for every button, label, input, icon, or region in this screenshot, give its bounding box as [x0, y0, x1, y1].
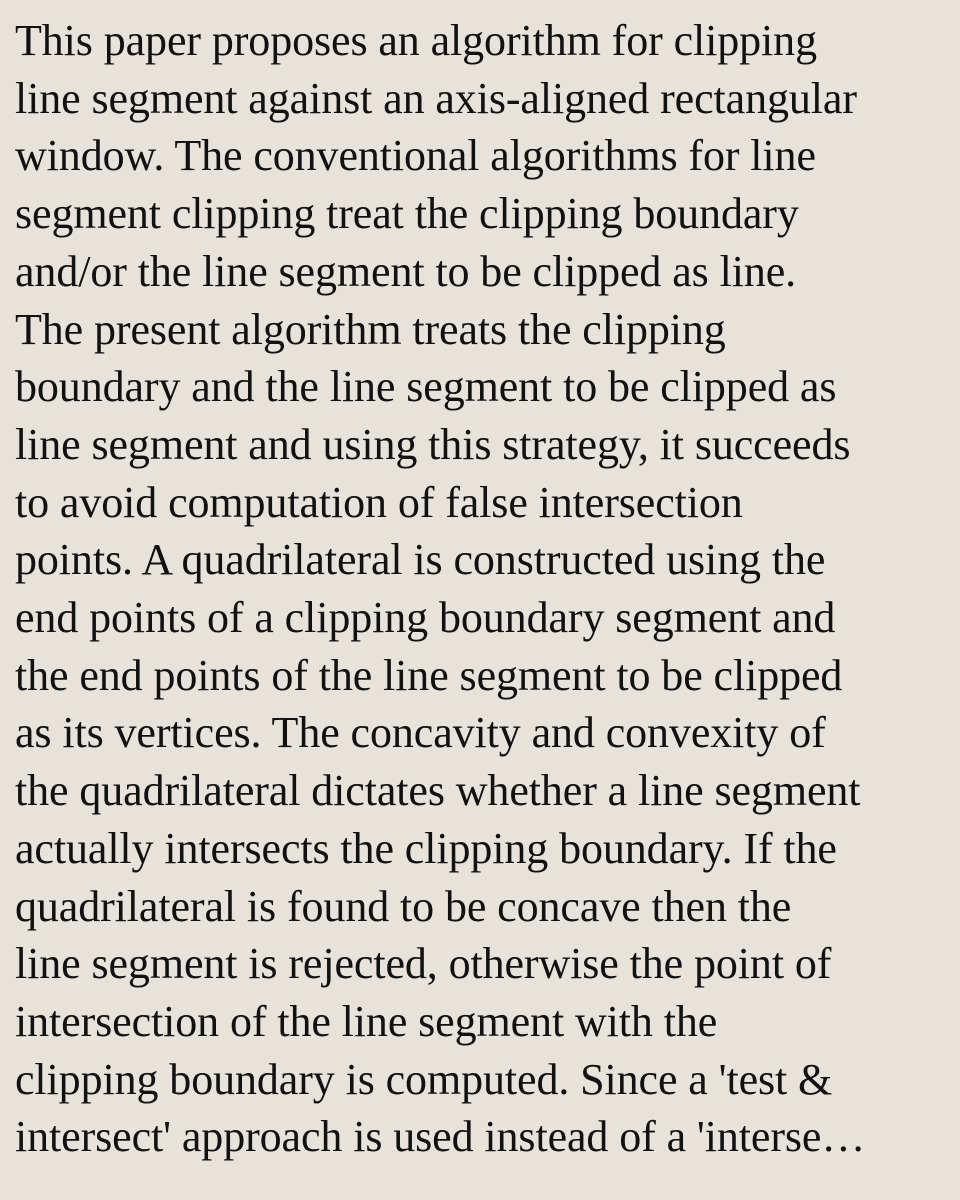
abstract-line-19: clipping boundary is computed. Since a 'test &	[15, 1054, 833, 1104]
abstract-line-10: points. A quadrilateral is constructed using the	[15, 535, 826, 585]
abstract-line-5: and/or the line segment to be clipped as line.	[15, 246, 797, 296]
abstract-line-8: line segment and using this strategy, it succeeds	[15, 419, 851, 469]
abstract-line-7: boundary and the line segment to be clipped as	[15, 362, 837, 412]
abstract-line-15: actually intersects the clipping boundary. If the	[15, 823, 837, 873]
abstract-line-3: window. The conventional algorithms for line	[15, 131, 816, 181]
abstract-line-11: end points of a clipping boundary segment and	[15, 593, 836, 643]
abstract-text	[15, 12, 955, 1166]
abstract-line-17: line segment is rejected, otherwise the point of	[15, 939, 832, 989]
abstract-line-13: as its vertices. The concavity and convexity of	[15, 708, 826, 758]
abstract-line-14: the quadrilateral dictates whether a line segment	[15, 766, 861, 816]
abstract-line-2: line segment against an axis-aligned rectangular	[15, 73, 857, 123]
abstract-line-9: to avoid computation of false intersection	[15, 477, 743, 527]
abstract-line-16: quadrilateral is found to be concave then the	[15, 881, 792, 931]
abstract-line-20: intersect' approach is used instead of a 'interse…	[15, 1112, 866, 1162]
abstract-line-6: The present algorithm treats the clipping	[15, 304, 726, 354]
abstract-line-18: intersection of the line segment with the	[15, 996, 718, 1046]
abstract-line-1: This paper proposes an algorithm for clipping	[15, 16, 817, 65]
abstract-line-4: segment clipping treat the clipping boundary	[15, 189, 799, 239]
abstract-line-12: the end points of the line segment to be clipped	[15, 650, 843, 700]
